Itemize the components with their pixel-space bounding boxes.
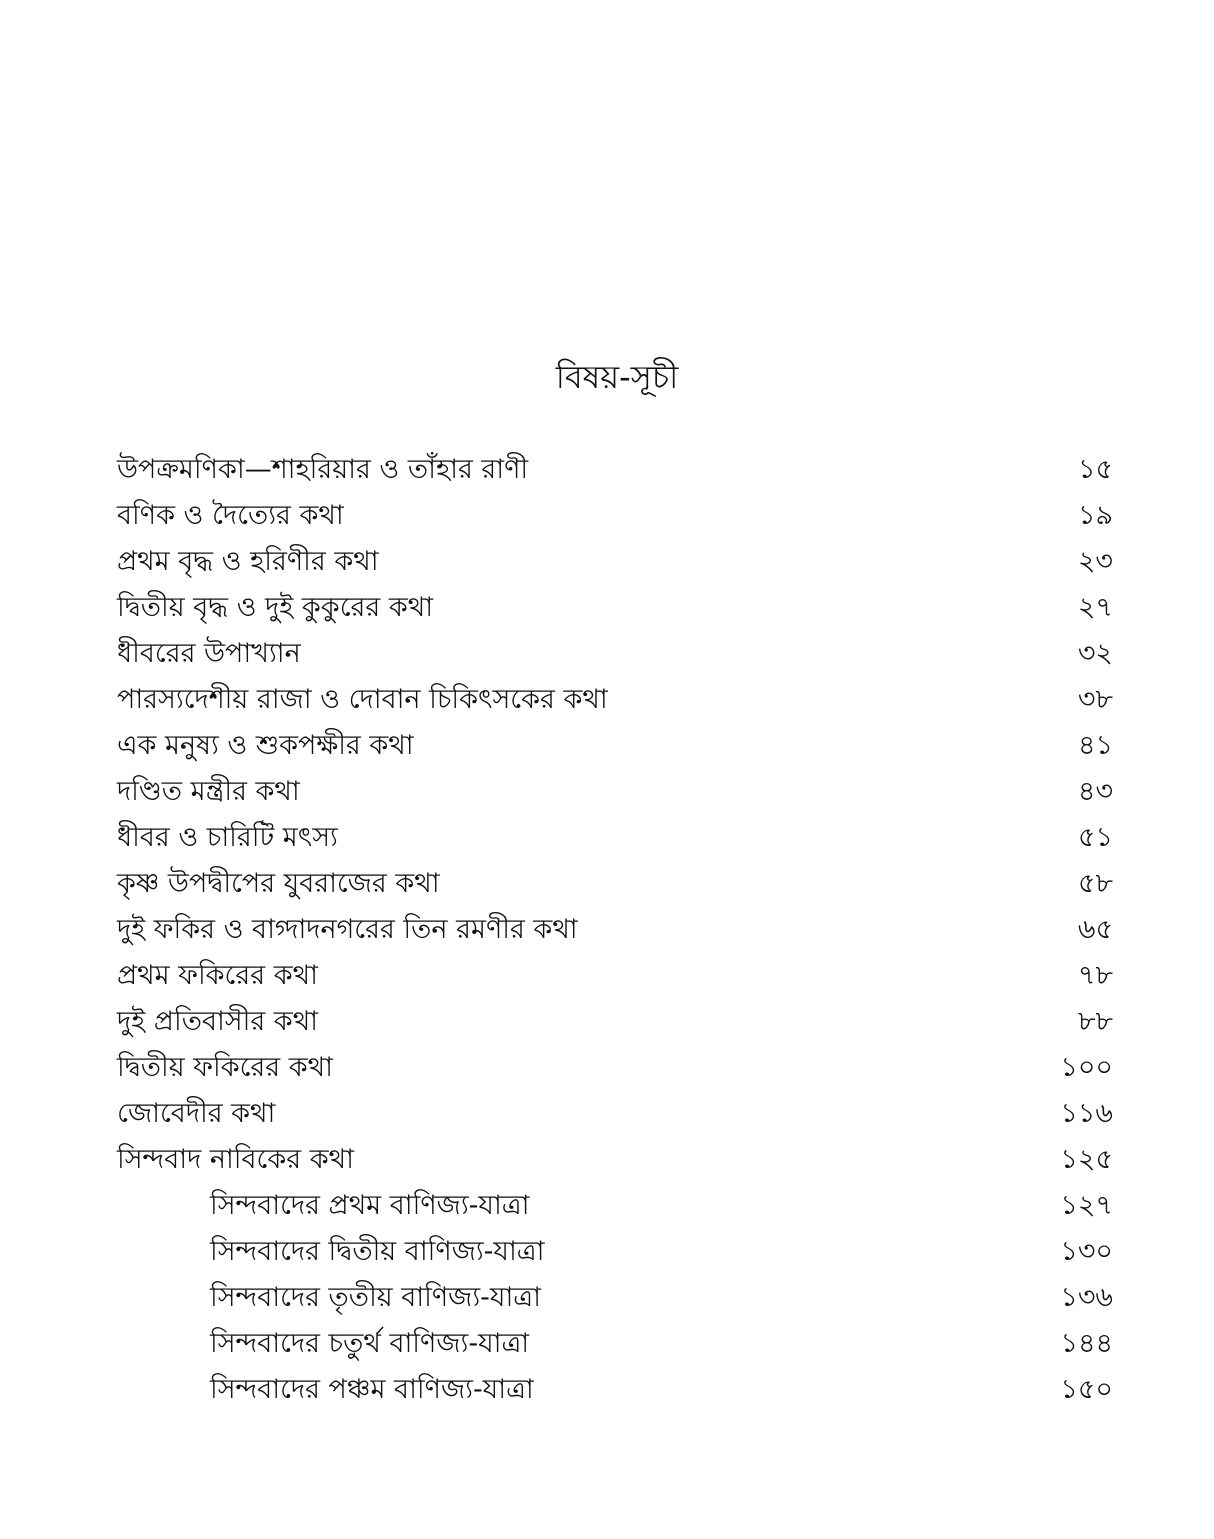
entry-title: সিন্দবাদ নাবিকের কথা (117, 1143, 354, 1175)
entry-title: দ্বিতীয় বৃদ্ধ ও দুই কুকুরের কথা (117, 591, 434, 623)
entry-page-number: ১৩৬ (1060, 1281, 1113, 1313)
table-of-contents (117, 448, 1113, 1414)
toc-entry (117, 816, 1113, 862)
entry-page-number: ২৩ (1077, 545, 1113, 577)
toc-entry (117, 770, 1113, 816)
entry-title: সিন্দবাদের তৃতীয় বাণিজ্য-যাত্রা (210, 1281, 541, 1313)
toc-entry (117, 1046, 1113, 1092)
toc-subentry (117, 1322, 1113, 1368)
toc-subentry (117, 1230, 1113, 1276)
entry-page-number: ৮৮ (1077, 1005, 1113, 1037)
entry-page-number: ১৪৪ (1060, 1327, 1113, 1359)
toc-entry (117, 724, 1113, 770)
entry-page-number: ১৩০ (1060, 1235, 1113, 1267)
entry-title: জোবেদীর কথা (117, 1097, 276, 1129)
entry-title: সিন্দবাদের চতুর্থ বাণিজ্য-যাত্রা (210, 1327, 530, 1359)
toc-subentry (117, 1184, 1113, 1230)
toc-entry (117, 862, 1113, 908)
entry-page-number: ৪১ (1077, 729, 1113, 761)
entry-page-number: ১১৬ (1060, 1097, 1113, 1129)
entry-title: পারস্যদেশীয় রাজা ও দোবান চিকিৎসকের কথা (117, 683, 608, 715)
toc-entry (117, 1092, 1113, 1138)
entry-title: দণ্ডিত মন্ত্রীর কথা (117, 775, 300, 807)
entry-page-number: ১০০ (1060, 1051, 1113, 1083)
entry-title: সিন্দবাদের পঞ্চম বাণিজ্য-যাত্রা (210, 1373, 534, 1405)
toc-entry (117, 586, 1113, 632)
entry-title: সিন্দবাদের দ্বিতীয় বাণিজ্য-যাত্রা (210, 1235, 545, 1267)
entry-page-number: ২৭ (1077, 591, 1113, 623)
entry-title: প্রথম বৃদ্ধ ও হরিণীর কথা (117, 545, 379, 577)
entry-page-number: ৫১ (1077, 821, 1113, 853)
toc-entry (117, 632, 1113, 678)
entry-page-number: ৫৮ (1077, 867, 1113, 899)
entry-title: দ্বিতীয় ফকিরের কথা (117, 1051, 333, 1083)
toc-entry (117, 678, 1113, 724)
entry-page-number: ৬৫ (1077, 913, 1113, 945)
toc-entry (117, 1138, 1113, 1184)
page-title: বিষয়-সূচী (555, 358, 679, 396)
entry-page-number: ১৯ (1077, 499, 1113, 531)
entry-title: এক মনুষ্য ও শুকপক্ষীর কথা (117, 729, 414, 761)
entry-page-number: ৩২ (1077, 637, 1113, 669)
entry-page-number: ১৫০ (1060, 1373, 1113, 1405)
toc-subentry (117, 1276, 1113, 1322)
toc-entry (117, 1000, 1113, 1046)
entry-title: ধীবরের উপাখ্যান (117, 637, 301, 669)
toc-entry (117, 494, 1113, 540)
entry-title: সিন্দবাদের প্রথম বাণিজ্য-যাত্রা (210, 1189, 530, 1221)
toc-entry (117, 540, 1113, 586)
entry-page-number: ৭৮ (1077, 959, 1113, 991)
entry-title: প্রথম ফকিরের কথা (117, 959, 318, 991)
toc-entry (117, 448, 1113, 494)
entry-title: উপক্রমণিকা—শাহরিয়ার ও তাঁহার রাণী (117, 453, 529, 485)
entry-page-number: ১৫ (1077, 453, 1113, 485)
entry-title: বণিক ও দৈত্যের কথা (117, 499, 344, 531)
entry-title: দুই ফকির ও বাগ্দাদনগরের তিন রমণীর কথা (117, 913, 578, 945)
entry-page-number: ১২৫ (1060, 1143, 1113, 1175)
entry-page-number: ৩৮ (1077, 683, 1113, 715)
toc-entry (117, 908, 1113, 954)
toc-entry (117, 954, 1113, 1000)
toc-subentry (117, 1368, 1113, 1414)
entry-title: দুই প্রতিবাসীর কথা (117, 1005, 319, 1037)
entry-page-number: ৪৩ (1077, 775, 1113, 807)
entry-title: কৃষ্ণ উপদ্বীপের যুবরাজের কথা (117, 867, 440, 899)
entry-page-number: ১২৭ (1060, 1189, 1113, 1221)
entry-title: ধীবর ও চারিটি মৎস্য (117, 821, 338, 853)
